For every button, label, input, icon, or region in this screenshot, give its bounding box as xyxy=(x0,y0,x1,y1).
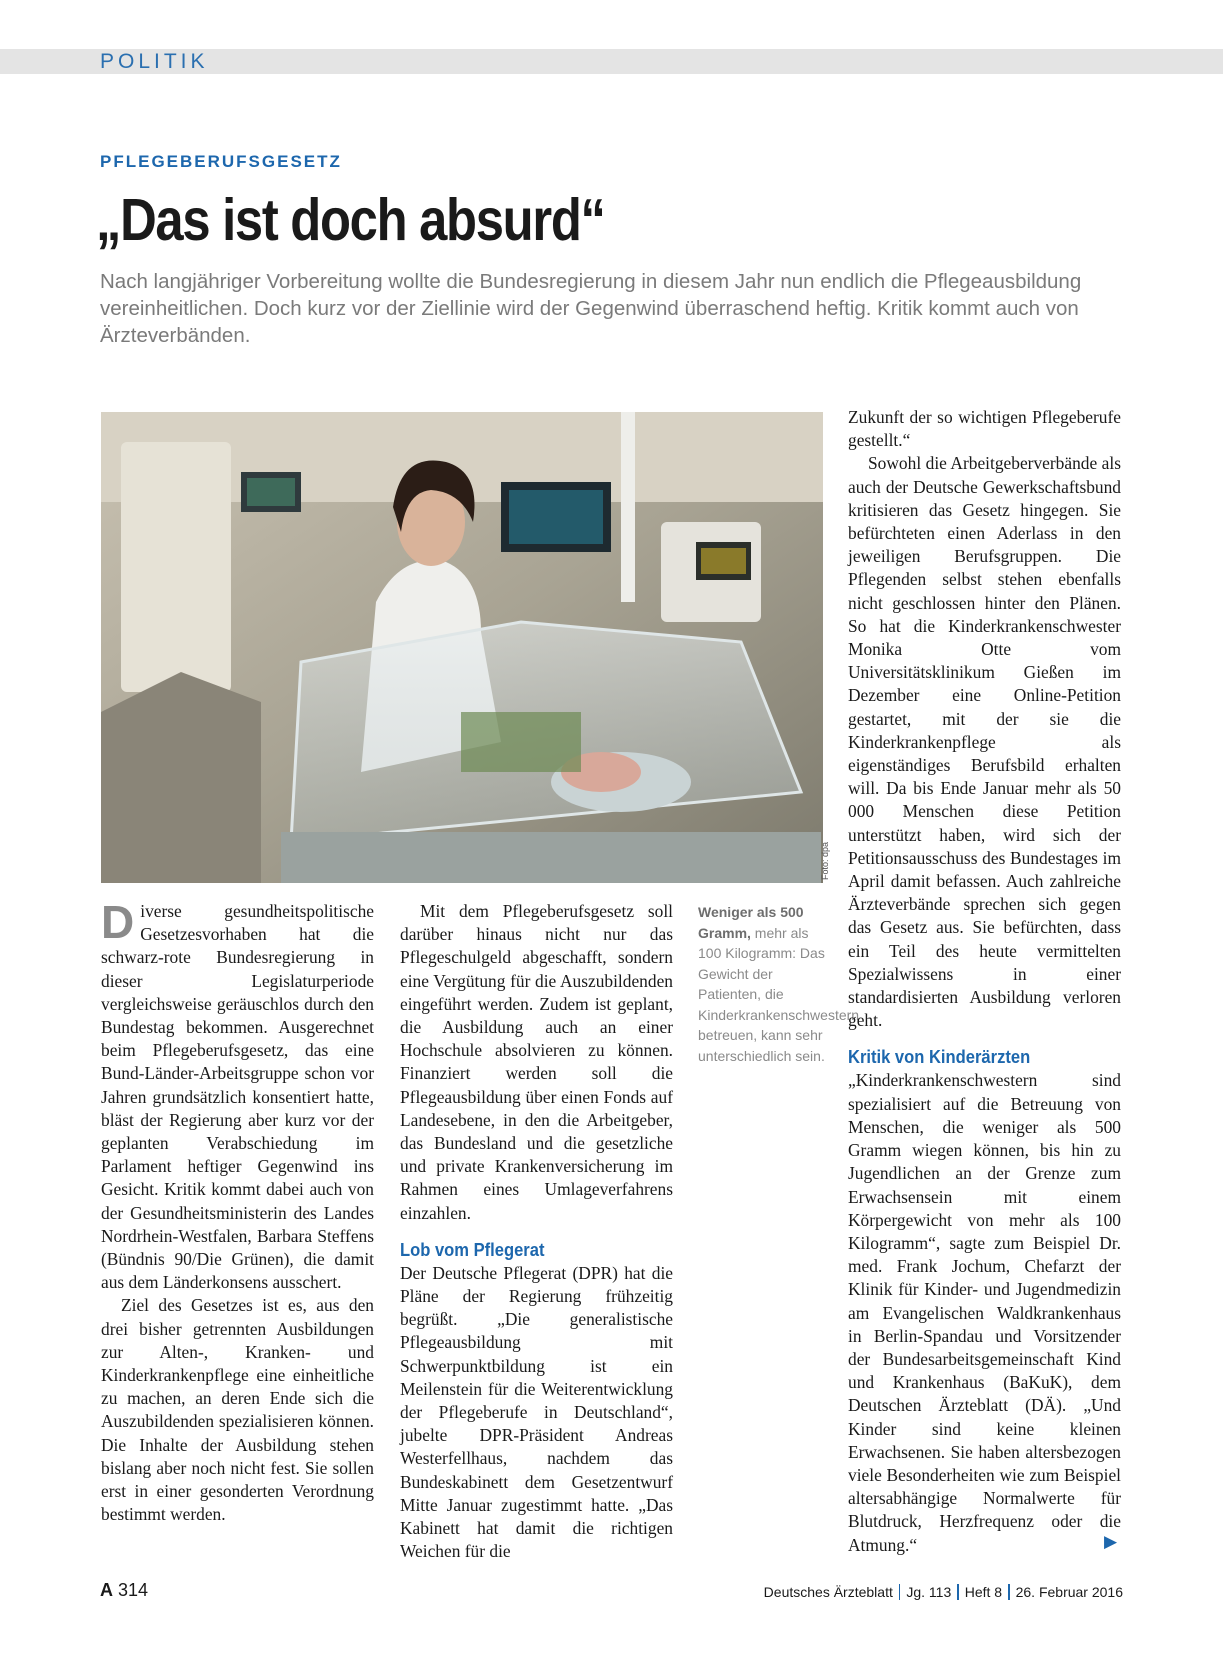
dropcap: D xyxy=(101,896,135,948)
col1-paragraph-1 xyxy=(101,896,374,1294)
page-number-value: 314 xyxy=(118,1580,149,1600)
separator xyxy=(899,1584,901,1600)
section-label: POLITIK xyxy=(100,50,209,73)
photo-credit: Foto: dpa xyxy=(820,841,830,880)
journal-name: Deutsches Ärzteblatt xyxy=(763,1584,893,1600)
article-photo xyxy=(101,412,823,883)
col4-paragraph-1: Zukunft der so wichtigen Pflegeberufe gestellt.“ xyxy=(848,407,1121,451)
column-4 xyxy=(848,406,1121,1557)
article-title: „Das ist doch absurd“ xyxy=(96,187,605,253)
column-2 xyxy=(400,900,673,1563)
journal-date: 26. Februar 2016 xyxy=(1015,1584,1123,1600)
journal-volume: Jg. 113 xyxy=(906,1584,952,1600)
col1-paragraph-2: Ziel des Gesetzes ist es, aus den drei bisher getrennten Ausbildungen zur Alten-, Kranken- und Kinderkrankenpflege eine einheitliche zu machen, an deren Ende sich die Auszubildenden spezialisieren können. Die Inhalte der Ausbildung stehen bislang aber noch nicht fest. Sie sollen erst in einer gesonderten Verordnung bestimmt werden. xyxy=(101,1295,374,1525)
col2-paragraph-1: Mit dem Pflegeberufsgesetz soll darüber hinaus nicht nur das Pflegeschulgeld abgeschafft, sondern eine Vergütung für die Auszubildenden eingeführt werden. Zudem ist geplant, die Ausbildung auch an einer Hochschule absolvieren zu können. Finanziert werden soll die Pflegeausbildung über einen Fonds auf Landesebene, in den die Arbeitgeber, das Bundesland und die gesetzliche und private Krankenversicherung im Rahmen eines Umlageverfahrens einzahlen. xyxy=(400,901,673,1223)
journal-info xyxy=(764,1584,1123,1600)
article-lede: Nach langjähriger Vorbereitung wollte die Bundesregierung in diesem Jahr nun endlich die Pflegeausbildung vereinheitlichen. Doch kurz vor der Ziellinie wird der Gegenwind überraschend heftig. Kritik kommt auch von Ärzteverbänden. xyxy=(100,270,1082,347)
caption-bold: Weniger als 500 Gramm, xyxy=(698,904,804,941)
column-1 xyxy=(101,896,374,1526)
page-number xyxy=(100,1580,148,1601)
col1-paragraph-1-text: iverse gesundheitspolitische Gesetzesvorhaben hat die schwarz-rote Bundesregierung in dieser Legislaturperiode vergleichsweise geräuschlos durch den Bundestag bekommen. Ausgerechnet beim Pflegeberufsgesetz, das eine Bund-Länder-Arbeitsgruppe schon vor Jahren grundsätzlich konsentiert hatte, bläst der Regierung aber kurz vor der geplanten Verabschiedung im Parlament heftiger Gegenwind ins Gesicht. Kritik kommt dabei auch von der Gesundheitsministerin des Landes Nordrhein-Westfalen, Barbara Steffens (Bündnis 90/Die Grünen), die damit aus dem Länderkonsens ausschert. xyxy=(101,901,374,1293)
photo-caption xyxy=(698,902,860,1066)
article-kicker: PFLEGEBERUFSGESETZ xyxy=(100,152,342,171)
arrow-right-icon: ▶ xyxy=(1104,1532,1118,1551)
page-prefix: A xyxy=(100,1580,113,1600)
separator xyxy=(957,1584,959,1600)
col2-paragraph-2: Der Deutsche Pflegerat (DPR) hat die Pläne der Regierung frühzeitig begrüßt. „Die generalistische Pflegeausbildung mit Schwerpunktbildung ist ein Meilenstein für die Weiterentwicklung der Pflegeberufe in Deutschland“, jubelte DPR-Präsident Andreas Westerfellhaus, nachdem das Bundeskabinett dem Gesetzentwurf Mitte Januar zugestimmt hatte. „Das Kabinett hat damit die richtigen Weichen für die xyxy=(400,1262,673,1562)
col4-paragraph-2: Sowohl die Arbeitgeberverbände als auch der Deutsche Gewerkschaftsbund kritisieren das Gesetz hingegen. Sie befürchteten einen Aderlass in den jeweiligen Berufsgruppen. Die Pflegenden selbst stehen ebenfalls nicht geschlossen hinter den Plänen. So hat die Kinderkrankenschwester Monika Otte vom Universitätsklinikum Gießen im Dezember eine Online-Petition gestartet, mit der sie die Kinderkrankenpflege als eigenständiges Berufsbild erhalten will. Da bis Ende Januar mehr als 50 000 Menschen diese Petition unterstützt haben, wird sich der Petitionsausschuss des Bundestages im April damit befassen. Auch zahlreiche Ärzteverbände sprechen sich gegen das Gesetz aus. Sie befürchten, dass ein Teil des heute vermittelten Spezialwissens in einer standardisierten Ausbildung verloren geht. xyxy=(848,453,1121,1031)
caption-text: mehr als 100 Kilogramm: Das Gewicht der Patienten, die Kinderkrankenschwestern betreuen, kann sehr unterschiedlich sein. xyxy=(698,924,860,1064)
col4-paragraph-3: „Kinderkrankenschwestern sind spezialisiert auf die Betreuung von Menschen, die weniger als 500 Gramm wiegen können, bis hin zu Jugendlichen an der Grenze zum Erwachsensein mit einem Körpergewicht von mehr als 100 Kilogramm“, sagte zum Beispiel Dr. med. Frank Jochum, Chefarzt der Klinik für Kinder- und Jugendmedizin am Evangelischen Waldkrankenhaus in Berlin-Spandau und Vorsitzender der Bundesarbeitsgemeinschaft Kind und Krankenhaus (BaKuK), dem Deutschen Ärzteblatt (DÄ). „Und Kinder sind keine kleinen Erwachsenen. Sie haben altersbezogen viele Besonderheiten wie zum Beispiel altersabhängige Normalwerte für Blutdruck, Herzfrequenz oder die Atmung.“ xyxy=(848,1070,1121,1555)
journal-issue: Heft 8 xyxy=(964,1584,1003,1600)
subhead-kritik-von-kinderaerzten: Kritik von Kinderärzten xyxy=(848,1047,1031,1068)
subhead-lob-vom-pflegerat: Lob vom Pflegerat xyxy=(400,1239,545,1260)
separator xyxy=(1008,1584,1010,1600)
